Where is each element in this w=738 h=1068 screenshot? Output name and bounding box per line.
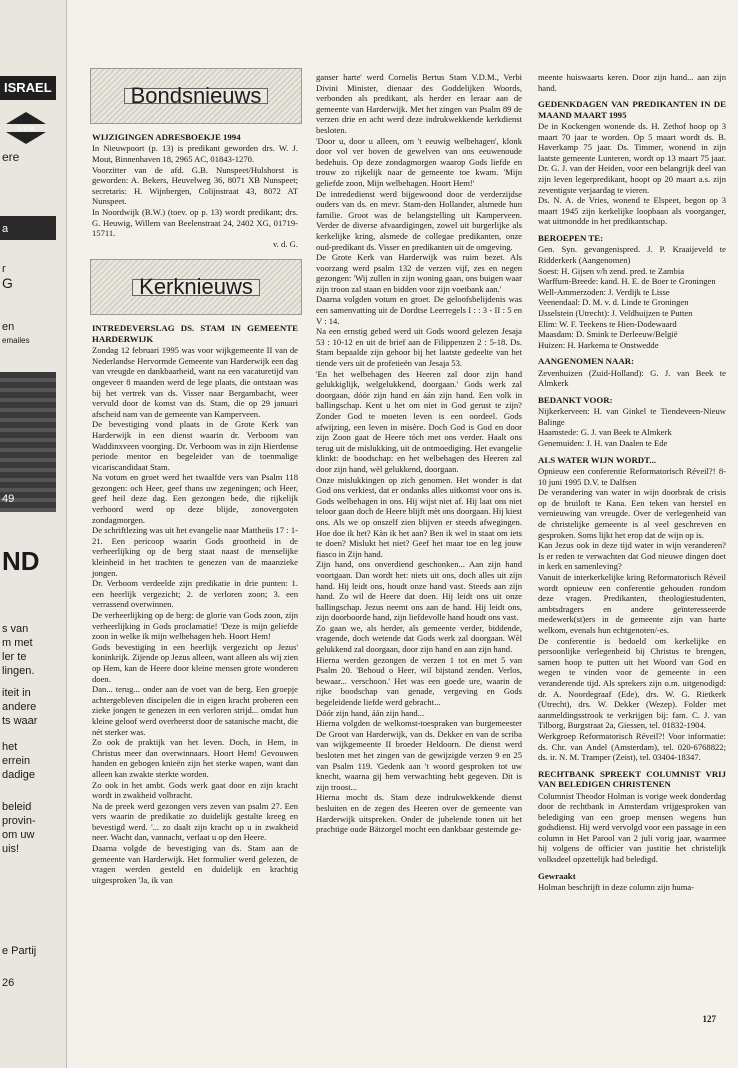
adresboekje-signature: v. d. G. [273,238,298,249]
beroepen-item: Veenendaal: D. M. v. d. Linde te Groningen [538,297,689,308]
spine-photo [0,372,56,512]
adresboekje-p3: In Noordwijk (B.W.) (toev. op p. 13) wordt predikant; drs. G. Heuwig, Willem van Beelenstraat 24, 2402 XG, 01719-15711. [92,206,298,239]
spine-dark-block [0,216,56,240]
col2-p: Onze mislukkingen op zich genomen. Het wonder is dat God ons verkiest, dat er ondanks alles uitkomst voor ons is. Gods welbehagen in ons. Hij wijst niet af. Hij laat ons niet teloor gaan doch de Heere blijft mèt ons doorgaan. Hij kiest ons. Als we op onszelf zien blijven er steeds afwegingen. Hoe doe ik het? Kàn ik het aan? Ben ik wel in staat om iets te doen? Mislukt het niet? Geef het maar toe en leg jouw fiasco in Zijn hand. [316,474,522,559]
spine-frag-7: het [2,741,18,753]
spine-frag-15: 26 [2,977,15,989]
adresboekje-heading: WIJZIGINGEN ADRESBOEKJE 1994 [92,132,241,142]
column-3 [538,72,726,893]
spine-frag-12: om uw [2,829,35,841]
spine-frag-3: lingen. [2,665,35,677]
magazine-page [70,60,728,1060]
ivvik-logo-icon [6,112,46,144]
intrede-heading: INTREDEVERSLAG DS. STAM IN GEMEENTE HARDERWIJK [92,323,298,344]
col2-p: Hierna volgden de welkomst-toespraken van burgemeester De Groot van Harderwijk, van ds. Dekker en van de scriba van wijkgemeente II broeder Heldoorn. De dienst werd besloten met het zingen van de gewijzigde verzen 9 en 25 van Psalm 119. 'Gedenk aan 't woord gesproken tot uw knecht, waarna gij hem verwachting hebt gegeven. Dit is zijn troost... [316,718,522,792]
bondsnieuws-banner [90,68,302,124]
col1-p: Na de preek werd gezongen vers zeven van psalm 27. Een vers waarin de predikatie zo duidelijk gestalte kreeg en bevestigd werd. '... zo daalt zijn kracht op u in zwakheid neer. Wacht dan, vannacht, verlaat u op den Heere. [92,800,298,843]
bondsnieuws-title: Bondsnieuws [124,88,269,105]
col2-p: 'En het welbehagen des Heeren zal door zijn hand gelukkiglijk, welgelukkend, doorgaan.' Gods werk zal doorgaan, dóór zijn hand en áán zijn hand. Een volk in ballingschap. Kent u het om niet in God gerust te zijn? Zonder God te moeten leven is een oordeel. Gods afwijzing, een leven in misère. Doch God is God en door zijn Zoon gaat de Heere tóch met ons verder. Haalt ons terug uit de mislukking, uit de ontmoediging. Het evangelie klinkt: de boodschap: en het welbehagen des Heeren zal door zijn hand, wèl gelukkend, doorgaan. [316,368,522,474]
gedenkdagen-p1: De in Kockengen wonende ds. H. Zethof hoop op 3 maart 70 jaar te worden. Op 5 maart wordt ds. B. Haverkamp 75 jaar. Ds. Timmer, wonend in zijn laatste gemeente Lunteren, wordt op 13 maart 75 jaar. Dr. G. J. van der Heiden, voor een belangrijk deel van zijn leven legerpredikant, hoopt op 20 maart a.s. zijn zeventigste verjaardag te vieren. [538,121,726,195]
col1-p: Daarna volgde de bevestiging van ds. Stam aan de gemeente van Harderwijk. Het formulier werd gelezen, de vragen werden gesteld en duidelijk en krachtig uitgesproken 'Ja, ik van [92,843,298,885]
col1-p: Dan... terug... onder aan de voet van de berg. Een groepje achtergebleven discipelen die in eigen kracht proberen een zieke jongen te genezen in een verloren strijd... omdat hun kleine geloof werd overheerst door de satanische macht, die nét sterker was. [92,684,298,737]
col2-p: 'Door u, door u alleen, om 't eeuwig welbehagen', klonk door vol ver boven de gewelven van ons eeuwenoude bedehuis. Op deze zondagmorgen waarop Gods liefde en trouw zo rijkelijk naar de gemeente toe kwam. 'Mijn geliefde zoon, Mijn welbehagen. Hoort Hem!' [316,135,522,188]
beroepen-item: Well-Ammerzoden: J. Verdijk te Lisse [538,286,670,297]
israel-label: ISRAEL [0,76,56,100]
spine-emailes: emailes [2,336,30,345]
spine-frag-0: s van [2,623,29,635]
col1-p: Zo ook in het ambt. Gods werk gaat door en zijn kracht wordt in zwakheid volbracht. [92,779,298,801]
adresboekje-p1: In Nieuwpoort (p. 13) is predikant geworden drs. W. J. Mout, Binnenhaven 18, 2965 AC, 01843-1270. [92,143,298,164]
page-number: 127 [702,1014,716,1024]
col2-p: Na een ernstig gebed werd uit Gods woord gelezen Jesaja 53 : 10-12 en uit de brief aan de Filippenzen 2 : 5-18. Ds. Stam bepaalde zijn gehoor bij het laatste gedeelte van het tiende vers uit de profetieën van Jesaja 53. [316,326,522,369]
beroepen-item: Soest: H. Gijsen v/h zend. pred. te Zambia [538,265,685,276]
svg-text:IVVIK: IVVIK [17,126,35,133]
adresboekje-p2: Voorzitter van de afd. G.B. Nunspeet/Hulshorst is geworden: A. Bekers, Heuvelweg 36, 8071 XB Nunspeet; secretaris: H. Wijnbergen, Colijnstraat 43, 8072 AT Nunspeet. [92,164,298,207]
wijn-heading: ALS WATER WIJN WORDT... [538,454,656,465]
wijn-p3: Kan Jezus ook in deze tijd water in wijn veranderen? Is er reden te verwachten dat God nieuwe dingen doet in kerk en samenleving? [538,540,726,572]
col2-p: Zo gaan we, als herder, als gemeente verder, biddende, vragende, doch wetende dat Gods werk zal doorgaan. Wèl gelukkend zal doorgaan, door zijn hand en aan zijn hand. [316,622,522,655]
spine-en: en [2,321,15,333]
beroepen-item: Warffum-Breede: kand. H. E. de Boer te Groningen [538,276,716,287]
spine-49: 49 [2,493,15,505]
aangenomen-heading: AANGENOMEN NAAR: [538,356,635,367]
column-1 [92,68,298,885]
wijn-p4: Vanuit de interkerkelijke kring Reformatorisch Réveil wordt opnieuw een conferentie gehouden rondom deze vragen. Predikanten, theologiestudenten, ambtsdragers en andere geïnteresseerde medewerk(st)ers in de gemeente zijn van harte welkom, evenals hun echtgenoten/-es. [538,572,726,635]
bedankt-heading: BEDANKT VOOR: [538,394,613,405]
spine-g: G [2,275,13,291]
bedankt-item: Genemuiden: J. H. van Daalen te Ede [538,438,668,449]
spine-frag-5: andere [2,701,37,713]
col1-p: Zondag 12 februari 1995 was voor wijkgemeente II van de Nederlandse Hervormde Gemeente van Harderwijk een dag van vreugde en dankbaarheid, want na een vacaturetijd van ongeveer 8 maanden werd de lege plaats, die ontstaan was bij het vertrek van ds. Visser naar Bergambacht, weer vervuld door de komst van ds. Stam, die op 29 januari afscheid nam van de gemeente van Kamperveen. [92,345,298,419]
col3-p1: meente huiswaarts keren. Door zijn hand... aan zijn hand. [538,72,726,93]
spine-frag-14: e Partij [2,945,37,957]
rechtbank-heading: RECHTBANK SPREEKT COLUMNIST VRIJ VAN BELEDIGEN CHRISTENEN [538,768,726,790]
bedankt-item: Haamstede: G. J. van Beek te Almkerk [538,427,672,438]
gewraakt-heading: Gewraakt [538,870,576,881]
spine-r: r [2,263,6,275]
wijn-p5: De conferentie is bedoeld om kerkelijke en persoonlijke verlegenheid bij Christus te brengen, samen hoop te putten uit het Woord van God en wegen te vinden voor de gemeente in een veranderende tijd. Als sprekers zijn o.m. uitgenodigd: dr. A. Noordegraaf (Ede), drs. W. G. Rietkerk (Utrecht), drs. W. Dekker (Wezep). Folder met aanmeldingsstrook te verkrijgen bij: fam. C. J. van Tilborg, Burgstraat 2a, Giessen, tel. 01832-1904. [538,635,726,731]
wijn-p6: Werkgroep Reformatorisch Réveil?! Voor informatie: ds. Chr. van Andel (Amsterdam), tel. 020-6768822; ds. ir. N. M. Tramper (Zeist), tel. 03404-18347. [538,730,726,763]
adjacent-page-strip [0,0,67,1068]
spine-frag-4: iteit in [2,687,31,699]
col1-p: De verheerlijking op de berg: de glorie van Gods zoon, zijn verheerlijking in Gods proclamatie! 'Deze is mijn geliefde zoon in welke ik mijn welbehagen heb. Hoort Hem! [92,610,298,642]
col1-p: Gods bevestiging in een heerlijk vergezicht op Jezus' koninkrijk. Zijende op Jezus alleen, want alleen als wij zien op Hem, kan de Heere door kleine mensen grote wonderen doen. [92,641,298,684]
col2-p: Dóór zijn hand, áán zijn hand... [316,707,425,718]
col2-p: Zijn hand, ons onverdiend geschonken... Aan zijn hand voortgaan. Dan wordt het: niets uit ons, doch alles uit zijn hand. Hij leidt ons, houdt onze hand vast. Steeds aan zijn hand. Zo wil de Heere dat doen. Hij leidt ons uit onze ballingschap. Jezus neemt ons aan de hand. Hij leidt ons, zijn doorboorde hand, zijn liefdevolle hand houdt ons vast. [316,559,522,623]
col2-p: ganser harte' werd Cornelis Bertus Stam V.D.M., Verbi Divini Minister, dienaar des Goddelijken Woords, verbonden als predikant, als herder en leraar aan de gemeente van Harderwijk. Met het zingen van Psalm 89 de verzen drie en acht werd deze indrukwekkende kerkdienst besloten. [316,72,522,135]
gedenkdagen-p2: Ds. N. A. de Vries, wonend te Elspeet, begon op 3 maart 1945 zijn kerkelijke loopbaan als voorganger, wat uitmondde in het predikantschap. [538,195,726,227]
kerknieuws-banner [90,259,302,315]
spine-a: a [2,223,9,235]
gedenkdagen-heading: GEDENKDAGEN VAN PREDIKANTEN IN DE MAAND MAART 1995 [538,99,726,120]
spine-frag-9: dadige [2,769,36,781]
beroepen-heading: BEROEPEN TE: [538,232,604,243]
beroepen-item: Elim: W. F. Teekens te Hien-Dodewaard [538,318,677,329]
col1-p: Na votum en groet werd het twaalfde vers van Psalm 118 gezongen: och Heer, geef thans uw zegeningen; och Heer, geef heil deze dag. Een gezongen bede, die rijkelijk verhoord werd op deze blijde, zonovergoten zondagmorgen. [92,472,298,525]
col1-p: De bevestiging vond plaats in de Grote Kerk van Harderwijk in een dienst waarin dr. Verboom van Waddinxveen voorging. Dr. Verboom was in zijn Hierdense periode mentor en begeleider van de toenmalige vicariscandidaat Stam. [92,419,298,472]
spine-frag-10: beleid [2,801,32,813]
col2-p: De intrededienst werd bijgewoond door de verderzijdse ouders van ds. en mevr. Stam-den Hollander, alsmede hun familie. Groot was de belangstelling uit Kamperveen. Verder de diverse afvaardigingen, zowel uit burgerlijke als kerkelijke kring, alsmede de collegae predikanten, onze oud-predikant ds. Visser en predikanten uit de omgeving. [316,188,522,252]
aangenomen-item: Zevenhuizen (Zuid-Holland): G. J. van Beek te Almkerk [538,367,726,389]
gewraakt-p: Holman beschrijft in deze column zijn huma- [538,882,695,893]
rechtbank-p1: Columnist Theodor Holman is vorige week donderdag door de rechtbank in Amsterdam vrijgesproken van belediging van een groep mensen wegens hun godsdienst. Hij werd vervolgd voor een passage in een column in Het Parool van 2 juli vorig jaar, waarmee hij volgens de officier van justitie het christelijk volksdeel opzettelijk had beledigd. [538,790,726,865]
spine-frag-11: provin- [2,815,36,827]
col1-p: Dr. Verboom verdeelde zijn predikatie in drie punten: 1. een heerlijk vergezicht; 2. de verloren zoon; 3. een verrassend overwinnen. [92,578,298,610]
spine-nd: ND [2,546,40,576]
col2-p: Daarna volgden votum en groet. De geloofsbelijdenis was een samenvatting uit de Dordtse Leerregels I : : 3 - II : 5 en V : 14. [316,294,522,326]
beroepen-item: Huizen: H. Harkema te Onstwedde [538,339,659,350]
col2-p: Hierna werden gezongen de verzen 1 tot en met 5 van Psalm 20. 'Behoud o Heer, wil bijstand zenden. Verlos, bewaar... verschoon.' Het was een goede ure, waarin de rijke boodschap van genade, vergeving en Gods begeleidende liefde werd gebracht... [316,654,522,708]
bedankt-item: Nijkerkerveen: H. van Ginkel te Tiendeveen-Nieuw Balinge [538,406,726,427]
kerknieuws-title: Kerknieuws [132,279,260,296]
col2-p: Hierna mocht ds. Stam deze indrukwekkende dienst besluiten en de zegen des Heeren over de gemeente van Harderwijk uitspreken. Onder de jubelende tonen uit het prachtige oude Bätzorgel mocht een dankbaar gestemde ge- [316,792,522,835]
spine-frag-1: m met [2,637,33,649]
spine-frag-8: errein [2,755,31,767]
spine-frag-13: uis! [2,843,20,855]
spine-ere: ere [2,150,20,164]
beroepen-item: Gen. Syn. gevangenispred. J. P. Kraaijeveld te Ridderkerk (Aangenomen) [538,244,726,265]
spine-frag-6: ts waar [2,715,38,727]
wijn-p1: Opnieuw een conferentie Reformatorisch Réveil?! 8-10 juni 1995 D.V. te Dalfsen [538,466,726,487]
spine-frag-2: ler te [2,651,27,663]
beroepen-item: IJsselstein (Utrecht): J. Veldhuijzen te Putten [538,307,693,318]
col2-p: De Grote Kerk van Harderwijk was ruim bezet. Als voorzang werd psalm 132 de verzen vijf, zes en negen gezongen: 'Wij zullen in zijn woning gaan, ons buigen waar zijn troon zal staan en bidden voor zijn voetbank aan.' [316,252,522,294]
column-2 [316,72,522,835]
col1-p: De schriftlezing was uit het evangelie naar Mattheüs 17 : 1-21. Een pericoop waarin Gods grootheid in de verheerlijking op de berg staat naast de menselijke kleinheid in het trachten te genezen van de maanzieke jongen. [92,525,298,578]
wijn-p2: De verandering van water in wijn doorbrak de crisis op de bruiloft te Kana. Een teken van herstel en vernieuwing van vreugde. Over de verlegenheid van de christelijke gemeente is al veel geschreven en gesproken. Soms lijkt het erop dat de wijn op is. [538,487,726,540]
col1-p: Zo ook de praktijk van het leven. Doch, in Hem, in Christus meer dan overwinnaars. Hoort Hem! Gevouwen handen en gebogen knieën zijn het sterke wapen, want dan alleen kan zwakte sterkte worden. [92,737,298,779]
beroepen-item: Maasdam: D. Smink te Derleeuw/België [538,329,678,340]
